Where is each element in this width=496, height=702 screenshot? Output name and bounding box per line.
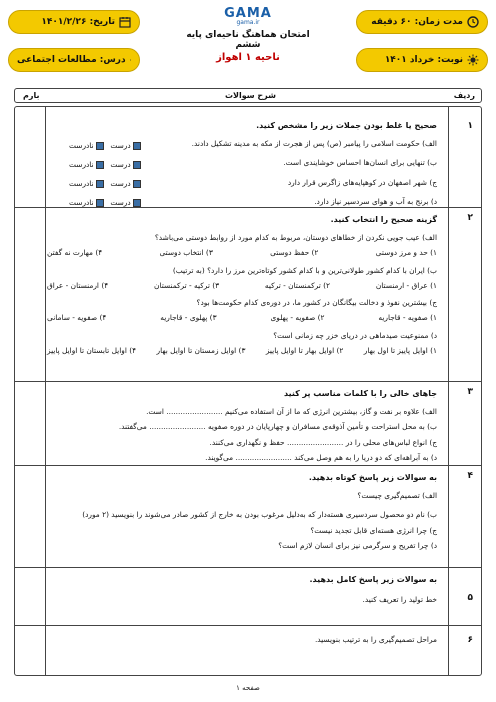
row-separator <box>15 567 481 568</box>
duration-text: مدت زمان: ۶۰ دقیقه <box>371 17 463 27</box>
false-checkbox[interactable] <box>96 161 104 169</box>
true-checkbox[interactable] <box>133 180 141 188</box>
tf-choices <box>69 160 143 169</box>
mc-option[interactable]: ۱) حد و مرز دوستی <box>375 248 437 258</box>
true-label: درست <box>110 141 131 150</box>
mc-option[interactable]: ۳) انتخاب دوستی <box>159 248 213 258</box>
mc-question: الف) عیب جویی نکردن از خطاهای دوستان، مربوط به کدام مورد از روابط دوستی می‌باشد؟ <box>154 233 437 242</box>
question-heading: جاهای خالی را با کلمات مناسب پر کنید <box>283 389 437 398</box>
true-label: درست <box>110 160 131 169</box>
mc-option[interactable]: ۴) اوایل تابستان تا اوایل پاییز <box>47 345 137 355</box>
date-text: تاریخ: ۱۴۰۱/۲/۲۶ <box>41 17 115 27</box>
fill-blank-item: د) به آبراهه‌ای که دو دریا را به هم وصل می‌کند ........................ می‌گویند. <box>205 452 437 462</box>
true-checkbox[interactable] <box>133 142 141 150</box>
score-divider <box>45 107 46 675</box>
true-label: درست <box>110 179 131 188</box>
mc-options <box>47 281 437 290</box>
question-heading: به سوالات زیر پاسخ کامل بدهید. <box>309 575 437 584</box>
tf-choices <box>69 198 143 207</box>
mc-question: د) ممنوعیت صیدماهی در دریای خزر چه زمانی است؟ <box>273 330 437 340</box>
district-title: ناحیه ۱ اهواز <box>216 52 280 63</box>
false-label: نادرست <box>69 141 94 150</box>
calendar-icon <box>119 16 131 28</box>
true-checkbox[interactable] <box>133 199 141 207</box>
books-icon <box>130 54 131 66</box>
question-number: ۴ <box>467 471 473 481</box>
mc-options <box>47 313 437 322</box>
short-answer-item: ب) نام دو محصول سردسیری هسته‌دار که به‌دلیل مرغوب بودن به خارج از کشور صادر می‌شوند را بنویسید (۲ مورد) <box>82 510 437 520</box>
question-number: ۲ <box>467 213 473 223</box>
question-4 <box>47 473 437 550</box>
short-answer-item: د) چرا تفریح و سرگرمی نیز برای انسان لازم است؟ <box>278 540 437 550</box>
mc-options <box>47 248 437 257</box>
row-separator <box>15 625 481 626</box>
mc-question: ج) بیشترین نفوذ و دخالت بیگانگان در کشور ما، در دوره‌ی کدام حکومت‌ها بود؟ <box>196 298 437 307</box>
tf-statement: ب) تنهایی برای انسان‌ها احساس خوشایندی است. <box>283 158 437 168</box>
mc-option[interactable]: ۳) پهلوی - قاجاریه <box>160 313 217 323</box>
row-divider <box>448 107 449 675</box>
gama-logo-sub: gama.ir <box>236 19 260 26</box>
mc-question: ب) ایران با کدام کشور طولانی‌ترین و با کدام کشور کوتاه‌ترین مرز را دارد؟ (به ترتیب) <box>172 265 437 275</box>
exam-header <box>176 6 320 70</box>
clock-icon <box>467 16 479 28</box>
question-number: ۵ <box>467 593 473 603</box>
question-heading: صحیح یا غلط بودن جملات زیر را مشخص کنید. <box>256 121 437 130</box>
shift-pill <box>356 48 488 72</box>
false-label: نادرست <box>69 179 94 188</box>
short-answer-item: ج) چرا انرژی هسته‌ای قابل تجدید نیست؟ <box>310 525 437 535</box>
date-pill <box>8 10 140 34</box>
mc-option[interactable]: ۲) صفویه - پهلوی <box>270 313 325 323</box>
mc-option[interactable]: ۱) صفویه - قاجاریه <box>378 313 437 323</box>
mc-option[interactable]: ۴) مهارت نه گفتن <box>47 248 103 258</box>
page-footer: صفحه ۱ <box>236 684 260 692</box>
fill-blank-item: ج) انواع لباس‌های محلی را در ........................ حفظ و نگهداری می‌کنند. <box>209 437 437 447</box>
question-number: ۱ <box>467 121 473 131</box>
mc-option[interactable]: ۴) ارمنستان - عراق <box>47 280 109 290</box>
false-checkbox[interactable] <box>96 180 104 188</box>
question-heading: به سوالات زیر پاسخ کوتاه بدهید. <box>308 473 437 482</box>
question-2 <box>47 215 437 355</box>
question-6 <box>47 635 437 644</box>
tf-statement: الف) حکومت اسلامی را پیامبر (ص) پس از هجرت از مکه به مدینه تشکیل دادند. <box>191 139 437 148</box>
gama-logo: GAMA <box>224 6 272 21</box>
score-column-label: بارم <box>23 91 40 100</box>
false-label: نادرست <box>69 198 94 207</box>
shift-text: نوبت: خرداد ۱۴۰۱ <box>384 55 463 65</box>
row-column-label: ردیف <box>453 91 475 100</box>
row-separator <box>15 381 481 382</box>
long-answer-item: مراحل تصمیم‌گیری را به ترتیب بنویسید. <box>314 635 437 644</box>
short-answer-item: الف) تصمیم‌گیری چیست؟ <box>357 491 437 500</box>
sun-icon <box>467 54 479 66</box>
questions-column-label: شرح سوالات <box>224 91 276 100</box>
mc-option[interactable]: ۱) اوایل پاییز تا اول بهار <box>363 345 437 355</box>
mc-option[interactable]: ۴) صفویه - سامانی <box>47 313 107 323</box>
mc-option[interactable]: ۱) عراق - ارمنستان <box>375 280 437 290</box>
questions-table <box>14 106 482 676</box>
tf-choices <box>69 179 143 188</box>
false-checkbox[interactable] <box>96 142 104 150</box>
tf-statement: ج) شهر اصفهان در کوهپایه‌های زاگرس قرار دارد <box>287 177 437 187</box>
question-5 <box>47 575 437 604</box>
question-number: ۳ <box>467 387 473 397</box>
mc-option[interactable]: ۳) ترکیه - ترکمنستان <box>154 280 220 290</box>
mc-option[interactable]: ۲) اوایل بهار تا اوایل پاییز <box>265 345 344 355</box>
duration-pill <box>356 10 488 34</box>
false-label: نادرست <box>69 160 94 169</box>
mc-option[interactable]: ۳) اوایل زمستان تا اوایل بهار <box>156 345 246 355</box>
question-heading: گزینه صحیح را انتخاب کنید. <box>330 215 437 224</box>
row-separator <box>15 465 481 466</box>
fill-blank-item: الف) علاوه بر نفت و گاز، بیشترین انرژی که ما از آن استفاده می‌کنیم ........................ است. <box>146 407 437 416</box>
false-checkbox[interactable] <box>96 199 104 207</box>
true-checkbox[interactable] <box>133 161 141 169</box>
mc-option[interactable]: ۲) حفظ دوستی <box>270 248 319 258</box>
column-header-row <box>14 88 482 103</box>
exam-title: امتحان هماهنگ ناحیه‌ای پایه ششم <box>186 30 310 50</box>
mc-option[interactable]: ۲) ترکمنستان - ترکیه <box>264 280 331 290</box>
question-number: ۶ <box>467 635 473 645</box>
question-3 <box>47 389 437 462</box>
fill-blank-item: ب) به محل استراحت و تأمین آذوقه‌ی مسافران و چهارپایان در دوره صفویه ........................ می‌گفتند. <box>118 422 437 432</box>
tf-choices <box>69 141 143 150</box>
long-answer-item: خط تولید را تعریف کنید. <box>362 595 437 604</box>
row-separator <box>15 207 481 208</box>
mc-options <box>47 346 437 355</box>
subject-text: درس: مطالعات اجتماعی <box>17 55 126 65</box>
subject-pill <box>8 48 140 72</box>
true-label: درست <box>110 198 131 207</box>
tf-statement: د) برنج به آب و هوای سردسیر نیاز دارد. <box>314 196 437 206</box>
